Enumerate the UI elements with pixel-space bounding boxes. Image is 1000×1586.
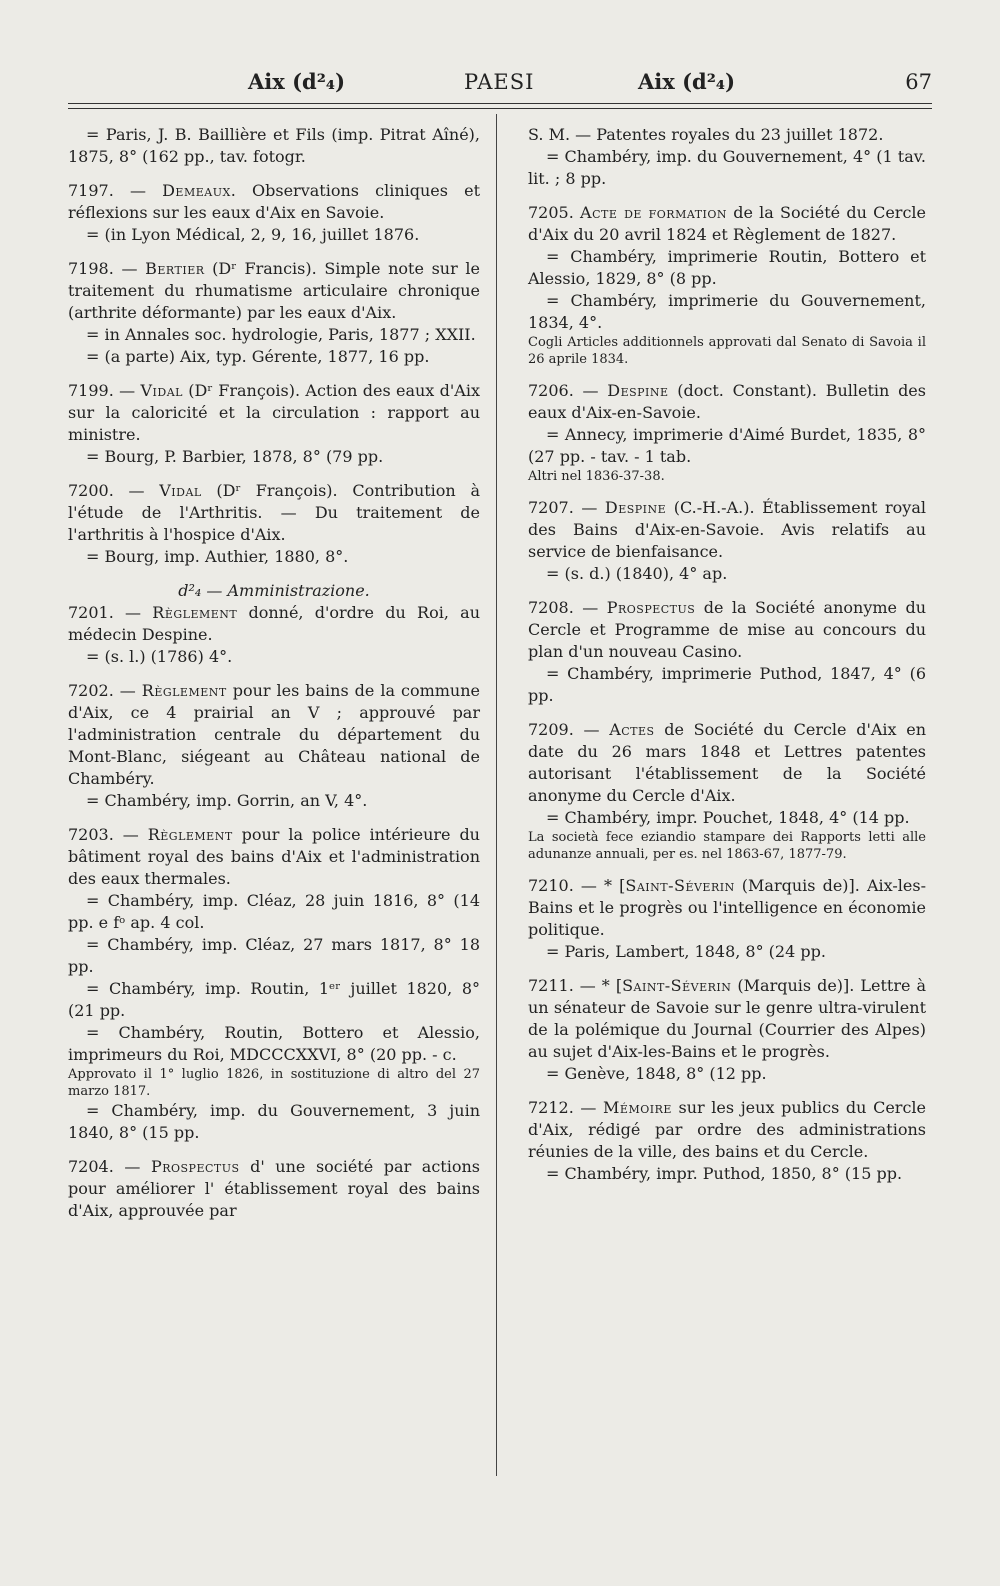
entry-author: Demeaux <box>162 181 231 200</box>
note: Altri nel 1836-37-38. <box>528 469 665 484</box>
imprint: = Chambéry, imprimerie Puthod, 1847, 4° (6 pp. <box>528 664 926 705</box>
entry-author: Règlement <box>147 825 233 844</box>
entry-author: Despine <box>604 498 667 517</box>
entry-7210: 7210. — * [Saint-Séverin (Marquis de)]. Aix-les-Bains et le progrès ou l'intelligence en économie politique. = Paris, Lambert, 1848, 8° (24 pp. <box>528 876 926 961</box>
entry-author: Règlement <box>152 603 238 622</box>
entry-7206: 7206. — Despine (doct. Constant). Bulletin des eaux d'Aix-en-Savoie. = Annecy, imprimerie d'Aimé Burdet, 1835, 8° (27 pp. - tav. - 1 tab. Altri nel 1836-37-38. <box>528 381 926 484</box>
entry-author: Vidal <box>159 481 202 500</box>
header-left: Aix (d²₄) <box>248 69 346 94</box>
right-column <box>528 124 926 1197</box>
entry-author: Saint-Séverin <box>622 976 732 995</box>
imprint: = Chambéry, imp. du Gouvernement, 4° (1 tav. lit. ; 8 pp. <box>528 147 926 188</box>
entry-author: Despine <box>607 381 669 400</box>
entry-author: Prospectus <box>150 1157 240 1176</box>
imprint: = (s. l.) (1786) 4°. <box>86 647 233 666</box>
header-right: Aix (d²₄) <box>638 69 736 94</box>
entry-7208: 7208. — Prospectus de la Société anonyme du Cercle et Programme de mise au concours du plan d'un nouveau Casino. = Chambéry, imprimerie Puthod, 1847, 4° (6 pp. <box>528 598 926 705</box>
note: Approvato il 1° luglio 1826, in sostituzione di altro del 27 marzo 1817. <box>68 1067 480 1099</box>
imprint: = Chambéry, imp. Routin, 1ᵉʳ juillet 1820, 8° (21 pp. <box>68 979 480 1020</box>
imprint: = Chambéry, imp. Cléaz, 28 juin 1816, 8° (14 pp. e fᵒ ap. 4 col. <box>68 891 480 932</box>
entry-7200: 7200. — Vidal (Dʳ François). Contribution à l'étude de l'Arthritis. — Du traitement de l'arthritis à l'hospice d'Aix. = Bourg, imp. Authier, 1880, 8°. <box>68 481 480 566</box>
entry-author: Vidal <box>140 381 183 400</box>
page-number: 67 <box>905 70 932 94</box>
imprint: = Chambéry, Routin, Bottero et Alessio, imprimeurs du Roi, MDCCCXXVI, 8° (20 pp. - c. <box>68 1023 480 1064</box>
entry-author: Mémoire <box>603 1098 672 1117</box>
imprint: = Chambéry, impr. Puthod, 1850, 8° (15 pp. <box>546 1164 903 1183</box>
entry-7204: 7204. — Prospectus d' une société par actions pour améliorer l' établissement royal des bains d'Aix, approuvée par <box>68 1157 480 1220</box>
imprint: = Chambéry, imprimerie du Gouvernement, 1834, 4°. <box>528 291 926 332</box>
imprint: = Bourg, P. Barbier, 1878, 8° (79 pp. <box>86 447 384 466</box>
note: La società fece eziandio stampare dei Rapports letti alle adunanze annuali, per es. nel 1863-67, 1877-79. <box>528 830 926 862</box>
imprint: = (a parte) Aix, typ. Gérente, 1877, 16 pp. <box>86 347 430 366</box>
entry-author: Actes <box>609 720 655 739</box>
entry-author: Bertier <box>145 259 205 278</box>
imprint: = Genève, 1848, 8° (12 pp. <box>546 1064 767 1083</box>
entry-7209: 7209. — Actes de Société du Cercle d'Aix en date du 26 mars 1848 et Lettres patentes autorisant l'établissement de la Société anonyme du Cercle d'Aix. = Chambéry, impr. Pouchet, 1848, 4° (14 pp. La società fece eziandio stampare dei Rapports letti alle adunanze annuali, per es. nel 1863-67, 1877-79. <box>528 720 926 862</box>
imprint: = in Annales soc. hydrologie, Paris, 1877 ; XXII. <box>86 325 476 344</box>
entry-7198: 7198. — Bertier (Dʳ Francis). Simple note sur le traitement du rhumatisme articulaire chronique (arthrite déformante) par les eaux d'Aix. = in Annales soc. hydrologie, Paris, 1877 ; XXII. = (a parte) Aix, typ. Gérente, 1877, 16 pp. <box>68 259 480 366</box>
entry-7212: 7212. — Mémoire sur les jeux publics du Cercle d'Aix, rédigé par ordre des administrations réunies de la ville, des bains et du Cercle. = Chambéry, impr. Puthod, 1850, 8° (15 pp. <box>528 1098 926 1183</box>
imprint: = Chambéry, imp. du Gouvernement, 3 juin 1840, 8° (15 pp. <box>68 1101 480 1142</box>
entry-7197: 7197. — Demeaux. Observations cliniques et réflexions sur les eaux d'Aix en Savoie. = (in Lyon Médical, 2, 9, 16, juillet 1876. <box>68 181 481 244</box>
imprint: = Bourg, imp. Authier, 1880, 8°. <box>86 547 349 566</box>
header-center: PAESI <box>464 70 535 94</box>
left-column <box>68 124 480 1234</box>
entry-7207: 7207. — Despine (C.-H.-A.). Établissement royal des Bains d'Aix-en-Savoie. Avis relatifs au service de bienfaisance. = (s. d.) (1840), 4° ap. <box>528 498 926 583</box>
entry-text: S. M. — Patentes royales du 23 juillet 1872. <box>528 125 884 144</box>
entry-7204-continued <box>528 124 926 190</box>
imprint: = Paris, J. B. Baillière et Fils (imp. Pitrat Aîné), 1875, 8° (162 pp., tav. fotogr. <box>68 125 480 166</box>
entry-author: Règlement <box>141 681 227 700</box>
entry-author: Prospectus <box>606 598 696 617</box>
imprint: = Annecy, imprimerie d'Aimé Burdet, 1835, 8° (27 pp. - tav. - 1 tab. <box>528 425 926 466</box>
entry-7201: 7201. — Règlement donné, d'ordre du Roi, au médecin Despine. = (s. l.) (1786) 4°. <box>68 603 480 666</box>
imprint: = (s. d.) (1840), 4° ap. <box>546 564 728 583</box>
entry-author: Acte de formation <box>580 203 728 222</box>
entry-7211: 7211. — * [Saint-Séverin (Marquis de)]. Lettre à un sénateur de Savoie sur le genre ultra-virulent de la polémique du Journal (Courrier des Alpes) au sujet d'Aix-les-Bains et le progrès. = Genève, 1848, 8° (12 pp. <box>528 976 926 1083</box>
header-rule <box>68 103 932 104</box>
imprint: = Paris, Lambert, 1848, 8° (24 pp. <box>546 942 826 961</box>
section-title: d²₄ — Amministrazione. <box>178 581 370 600</box>
entry-7205: 7205. Acte de formation de la Société du Cercle d'Aix du 20 avril 1824 et Règlement de 1827. = Chambéry, imprimerie Routin, Bottero et Alessio, 1829, 8° (8 pp. = Chambéry, imprimerie du Gouvernement, 1834, 4°. Cogli Articles additionnels approvati dal Senato di Savoia il 26 aprile 1834. <box>528 203 926 367</box>
column-separator <box>496 114 497 1476</box>
imprint: = Chambéry, imprimerie Routin, Bottero et Alessio, 1829, 8° (8 pp. <box>528 247 926 288</box>
imprint: = Chambéry, impr. Pouchet, 1848, 4° (14 pp. <box>546 808 910 827</box>
header-rule-thin <box>68 108 932 109</box>
entry-continued <box>68 124 480 168</box>
note: Cogli Articles additionnels approvati dal Senato di Savoia il 26 aprile 1834. <box>528 335 926 367</box>
imprint: = Chambéry, imp. Gorrin, an V, 4°. <box>86 791 368 810</box>
imprint: = (in Lyon Médical, 2, 9, 16, juillet 1876. <box>86 225 420 244</box>
entry-7202: 7202. — Règlement pour les bains de la commune d'Aix, ce 4 prairial an V ; approuvé par l'administration centrale du département du Mont-Blanc, siégeant au Château national de Chambéry. = Chambéry, imp. Gorrin, an V, 4°. <box>68 681 480 810</box>
entry-7199: 7199. — Vidal (Dʳ François). Action des eaux d'Aix sur la caloricité et la circulation : rapport au ministre. = Bourg, P. Barbier, 1878, 8° (79 pp. <box>68 381 480 466</box>
running-header <box>68 60 932 100</box>
entry-author: Saint-Séverin <box>625 876 735 895</box>
entry-7203: 7203. — Règlement pour la police intérieure du bâtiment royal des bains d'Aix et l'administration des eaux thermales. = Chambéry, imp. Cléaz, 28 juin 1816, 8° (14 pp. e fᵒ ap. 4 col. = Chambéry, imp. Cléaz, 27 mars 1817, 8° 18 pp. = Chambéry, imp. Routin, 1ᵉʳ juillet 1820, 8° (21 pp. = Chambéry, Routin, Bottero et Alessio, imprimeurs du Roi, MDCCCXXVI, 8° (20 pp. - c. Approvato il 1° luglio 1826, in sostituzione di altro del 27 marzo 1817. = Chambéry, imp. du Gouvernement, 3 juin 1840, 8° (15 pp. <box>68 825 480 1142</box>
imprint: = Chambéry, imp. Cléaz, 27 mars 1817, 8° 18 pp. <box>68 935 480 976</box>
